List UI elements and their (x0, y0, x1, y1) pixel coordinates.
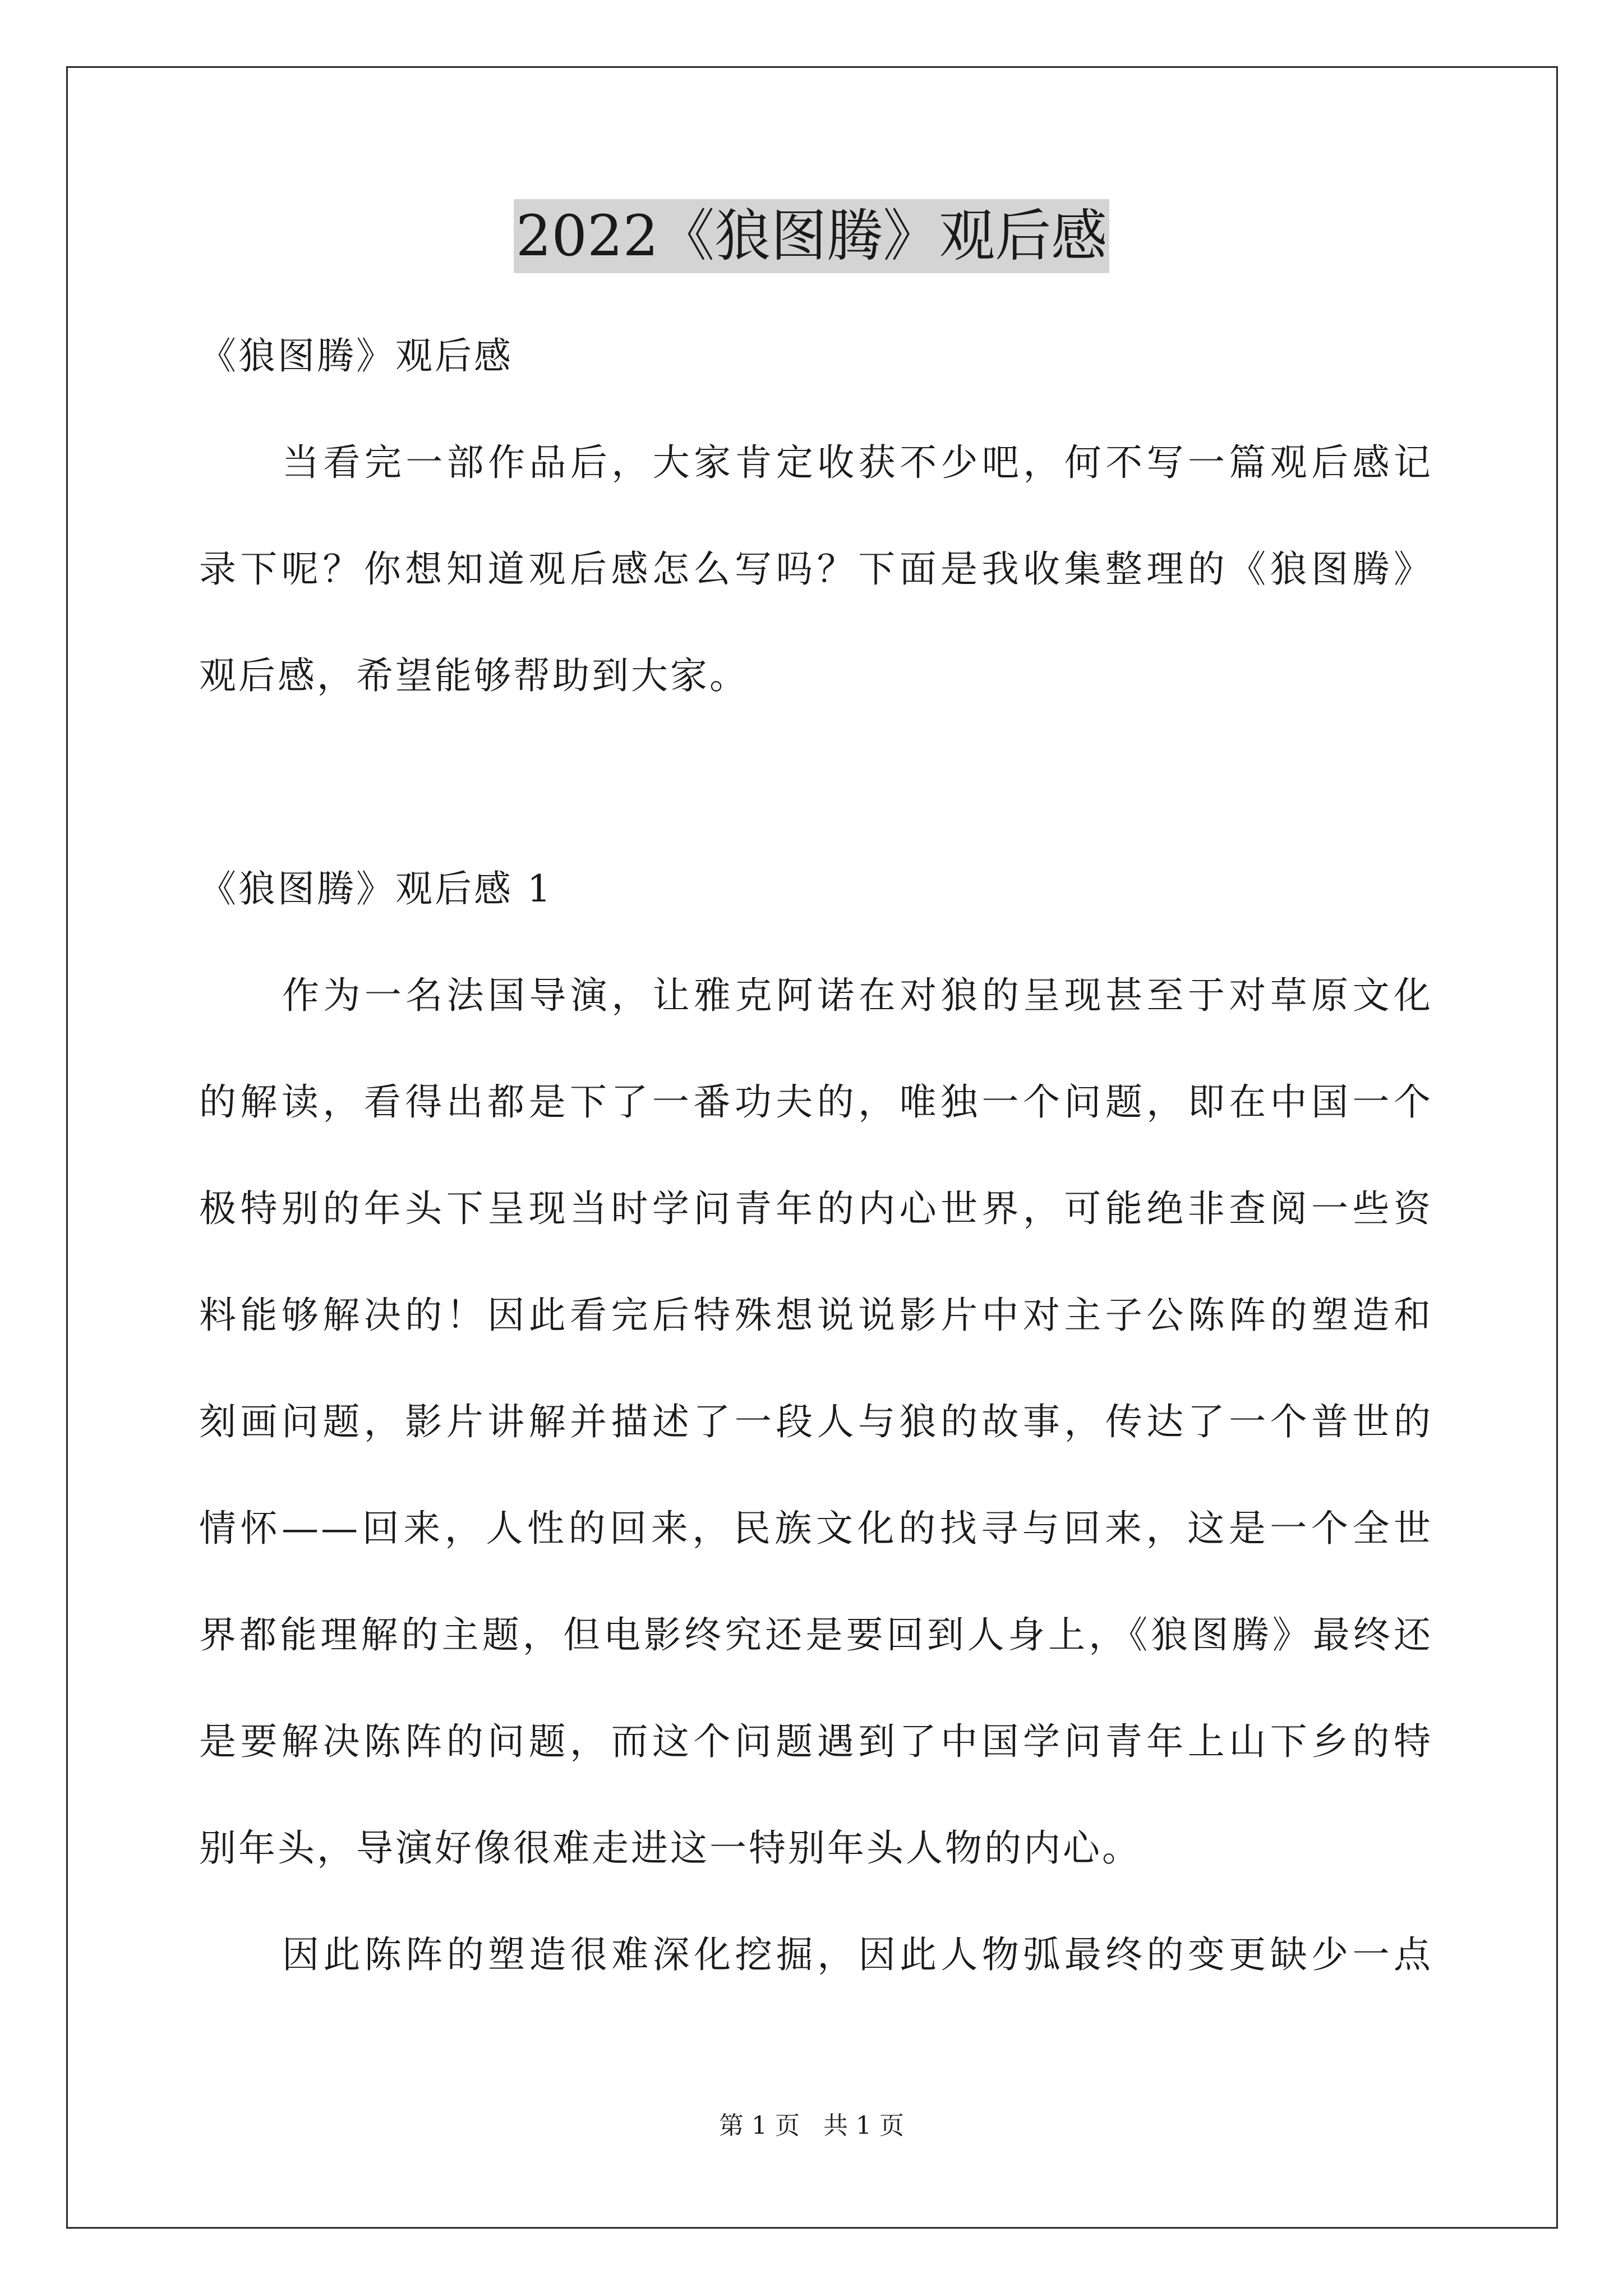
body-line-4: 料能够解决的！因此看完后特殊想说说影片中对主子公陈阵的塑造和 (199, 1294, 1433, 1337)
intro-line-2: 录下呢？你想知道观后感怎么写吗？下面是我收集整理的《狼图腾》 (199, 547, 1433, 591)
intro-line-1: 当看完一部作品后，大家肯定收获不少吧，何不写一篇观后感记 (282, 441, 1433, 484)
document-title: 2022《狼图腾》观后感 (514, 199, 1110, 273)
section-heading: 《狼图腾》观后感 1 (199, 867, 553, 910)
body-line-6: 情怀——回来，人性的回来，民族文化的找寻与回来，这是一个全世 (199, 1507, 1433, 1550)
document-body (199, 303, 1433, 2008)
subtitle: 《狼图腾》观后感 (199, 334, 513, 378)
intro-line-3: 观后感，希望能够帮助到大家。 (199, 654, 749, 697)
paragraph-gap (199, 729, 1433, 836)
body-line-1: 作为一名法国导演，让雅克阿诺在对狼的呈现甚至于对草原文化 (282, 974, 1433, 1017)
body-line-5: 刻画问题，影片讲解并描述了一段人与狼的故事，传达了一个普世的 (199, 1400, 1433, 1443)
page-footer (0, 2109, 1623, 2143)
body-line-8: 是要解决陈阵的问题，而这个问题遇到了中国学问青年上山下乡的特 (199, 1720, 1433, 1763)
title-container (0, 199, 1623, 273)
body-paragraph-2-line-1: 因此陈阵的塑造很难深化挖掘，因此人物弧最终的变更缺少一点 (282, 1933, 1433, 1976)
body-line-7: 界都能理解的主题，但电影终究还是要回到人身上，《狼图腾》最终还 (199, 1613, 1433, 1657)
body-line-2: 的解读，看得出都是下了一番功夫的，唯独一个问题，即在中国一个 (199, 1080, 1433, 1124)
page-number: 第 1 页 (719, 2111, 800, 2140)
body-line-3: 极特别的年头下呈现当时学问青年的内心世界，可能绝非查阅一些资 (199, 1187, 1433, 1230)
page-total: 共 1 页 (823, 2111, 904, 2140)
body-line-9: 别年头，导演好像很难走进这一特别年头人物的内心。 (199, 1826, 1141, 1870)
